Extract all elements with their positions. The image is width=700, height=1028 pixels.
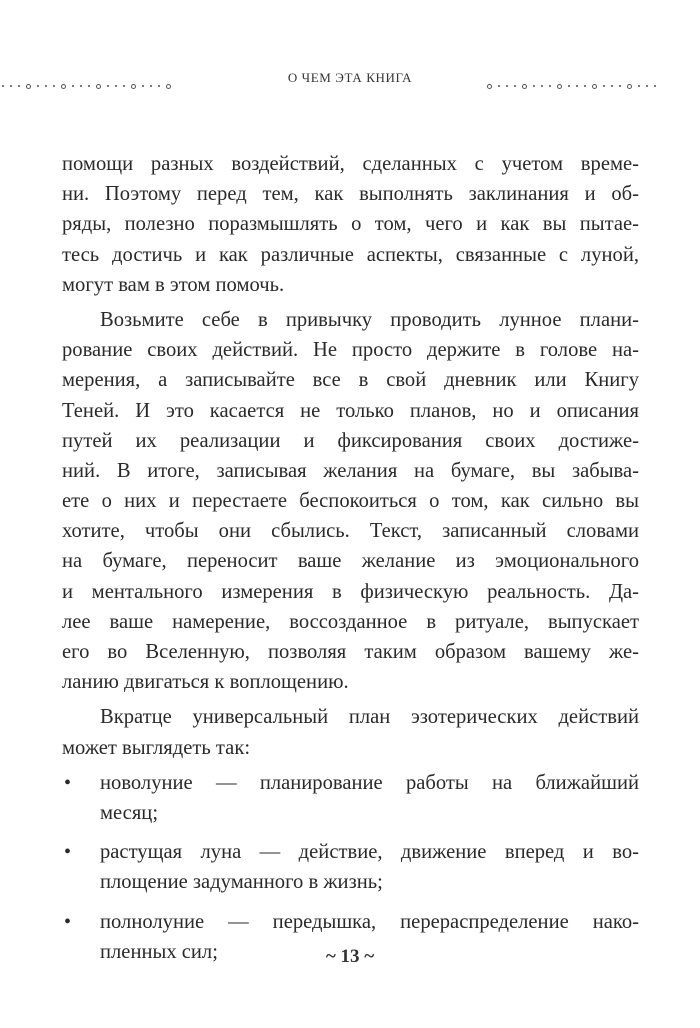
text-line: тесь достичь и как различные аспекты, связанные с луной, [62,243,639,266]
text-line: ряды, полезно поразмышлять о том, чего и как вы пытае- [62,213,639,236]
text-line: ете о них и перестаете беспокоиться о том, как сильно вы [62,490,639,513]
text-line: месяц; [100,801,159,824]
text-line: помощи разных воздействий, сделанных с учетом време- [62,153,639,175]
bullet-marker: • [64,841,72,864]
text-line: пленных сил; [100,940,218,963]
text-line: Вкратце универсальный план эзотерических действий [100,706,639,729]
text-line: его во Вселенную, позволяя таким образом вашему же- [62,641,639,663]
bullet-marker: • [64,771,72,794]
text-line: площение задуманного в жизнь; [100,871,383,894]
text-line: лее ваше намерение, воссозданное в ритуале, выпускает [62,610,639,633]
text-line: ни. Поэтому перед тем, как выполнять заклинания и об- [62,183,639,206]
paragraph [62,702,639,762]
text-line: ний. В итоге, записывая желания на бумаге, вы забыва- [62,459,639,482]
header-title: О ЧЕМ ЭТА КНИГА [287,70,413,85]
list-item [62,768,639,828]
page-number: ~ 13 ~ [325,946,375,967]
text-line: Теней. И это касается не только планов, но и описания [62,399,639,422]
text-line: новолуние — планирование работы на ближайший [100,771,639,794]
text-line: может выглядеть так: [62,736,251,759]
header-ornament-right [487,83,656,89]
text-line: и ментального измерения в физическую реальность. Да- [62,580,639,603]
text-line: Возьмите себе в привычку проводить лунное плани- [100,308,639,331]
text-line: могут вам в этом помочь. [62,273,285,296]
list-item [62,837,639,897]
paragraph [62,305,639,697]
body-text [62,149,639,976]
text-line: рование своих действий. Не просто держите в голове на- [62,339,639,362]
text-line: путей их реализации и фиксирования своих достиже- [62,429,639,452]
text-line: растущая луна — действие, движение вперед и во- [100,841,639,864]
text-line: хотите, чтобы они сбылись. Текст, записанный словами [62,520,639,543]
text-line: полнолуние — передышка, перераспределение нако- [100,910,639,933]
bullet-marker: • [64,910,72,933]
paragraph [62,149,639,300]
text-line: мерения, а записывайте все в свой дневник или Книгу [62,369,639,392]
bullet-list [62,768,639,967]
text-line: ланию двигаться к воплощению. [62,671,349,694]
running-header [0,70,700,92]
text-line: на бумаге, переносит ваше желание из эмоционального [62,550,639,573]
